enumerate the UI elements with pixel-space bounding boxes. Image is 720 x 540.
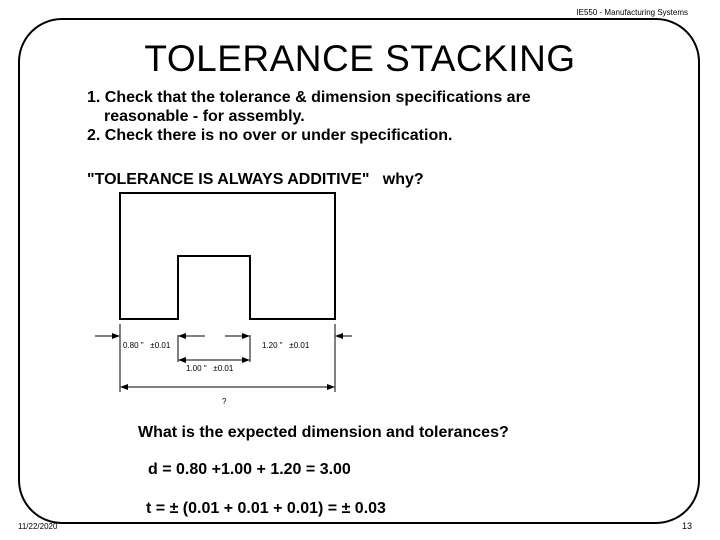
dim3-label: 1.20 " ±0.01 (262, 341, 310, 350)
dim3-arrow-left (242, 333, 250, 339)
total-arrow-right (327, 384, 335, 390)
step-2: 2. Check there is no over or under specification. (87, 127, 453, 144)
slide-title: TOLERANCE STACKING (144, 38, 576, 79)
part-outline (120, 193, 335, 319)
step-1-continuation: reasonable - for assembly. (104, 108, 305, 125)
dim2-arrow-right (242, 357, 250, 363)
dim2-arrow-left (178, 357, 186, 363)
dimension-equation: d = 0.80 +1.00 + 1.20 = 3.00 (148, 461, 351, 478)
question-text: What is the expected dimension and tolerances? (138, 424, 509, 441)
total-arrow-left (120, 384, 128, 390)
total-label: ? (222, 397, 227, 406)
dim1-arrow-left (112, 333, 120, 339)
dim3-arrow-right (335, 333, 343, 339)
tolerance-equation: t = ± (0.01 + 0.01 + 0.01) = ± 0.03 (146, 500, 386, 517)
step-1: 1. Check that the tolerance & dimension specifications are (87, 89, 531, 106)
additive-statement: "TOLERANCE IS ALWAYS ADDITIVE" why? (87, 171, 424, 188)
course-header: IE550 - Manufacturing Systems (576, 8, 688, 17)
slide-date: 11/22/2020 (18, 522, 58, 531)
dim1-label: 0.80 " ±0.01 (123, 341, 171, 350)
dim2-label: 1.00 " ±0.01 (186, 364, 234, 373)
dim1-arrow-right (178, 333, 186, 339)
page-number: 13 (682, 521, 693, 531)
